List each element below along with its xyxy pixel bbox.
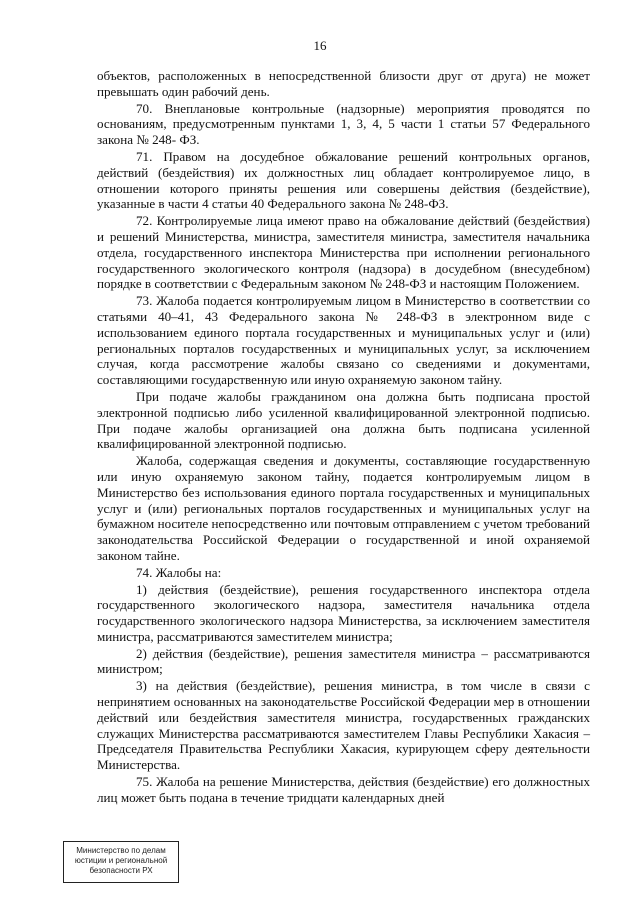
- paragraph-73: 73. Жалоба подается контролируемым лицом в Министерство в соответствии со статьями 40–41, 43 Федерального закона № 248-ФЗ в электронном виде с использованием единого портала государственных и муниципальных услуг и (или) региональных порталов государственных и муниципальных услуг, за исключением случая, когда рассмотрение жалобы связано со сведениями и документами, составляющими государственную или иную охраняемую законом тайну.: [97, 293, 590, 388]
- paragraph-75: 75. Жалоба на решение Министерства, действия (бездействие) его должностных лиц может быть подана в течение тридцати календарных дней: [97, 774, 590, 805]
- stamp-line-2: юстиции и региональной: [74, 856, 168, 865]
- paragraph-70: 70. Внеплановые контрольные (надзорные) мероприятия проводятся по основаниям, предусмотренным пунктами 1, 3, 4, 5 части 1 статьи 57 Федерального закона № 248- ФЗ.: [97, 100, 590, 148]
- paragraph-74: 74. Жалобы на:: [136, 564, 222, 580]
- registration-stamp: [63, 841, 179, 883]
- paragraph-continuation: объектов, расположенных в непосредственной близости друг от друга) не может превышать один рабочий день.: [97, 68, 590, 99]
- paragraph-71: 71. Правом на досудебное обжалование решений контрольных органов, действий (бездействия) их должностных лиц обладает контролируемое лицо, в отношении которого приняты решения или совершены действия (бездействие), указанные в части 4 статьи 40 Федерального закона № 248-ФЗ.: [97, 148, 590, 212]
- stamp-line-3: безопасности РХ: [89, 866, 153, 875]
- paragraph-secret-complaint: Жалоба, содержащая сведения и документы, составляющие государственную или иную охраняемую законом тайну, подается контролируемым лицом в Министерство без использования единого портала государственных и муниципальных услуг и (или) региональных порталов государственных и муниципальных услуг на бумажном носителе непосредственно или почтовым отправлением с учетом требований законодательства Российской Федерации о государственной и иной охраняемой законом тайне.: [97, 453, 590, 563]
- paragraph-74-item-2: 2) действия (бездействие), решения заместителя министра – рассматриваются министром;: [97, 645, 590, 677]
- stamp-line-1: Министерство по делам: [76, 846, 166, 855]
- page-number: 16: [313, 38, 327, 53]
- paragraph-74-item-1: 1) действия (бездействие), решения государственного инспектора отдела государственного экологического надзора, заместителя начальника отдела государственного экологического надзора Министерства, за исключением заместителя министра, рассматриваются заместителем министра;: [97, 581, 590, 644]
- paragraph-72: 72. Контролируемые лица имеют право на обжалование действий (бездействия) и решений Министерства, министра, заместителя министра, заместителя начальника отдела, государственного инспектора Министерства при исполнении регионального государственного экологического контроля (надзора) в досудебном (внесудебном) порядке в соответствии с Федеральным законом № 248-ФЗ и настоящим Положением.: [97, 213, 590, 292]
- paragraph-signature: При подаче жалобы гражданином она должна быть подписана простой электронной подписью либо усиленной квалифицированной электронной подписью. При подаче жалобы организацией она должна быть подписана усиленной квалифицированной электронной подписью.: [97, 388, 590, 452]
- paragraph-74-item-3: 3) на действия (бездействие), решения министра, в том числе в связи с непринятием основанных на законодательстве Российской Федерации мер в отношении действий или бездействия заместителя министра, государственных гражданских служащих Министерства рассматриваются заместителем Главы Республики Хакасия – Председателя Правительства Республики Хакасия, курирующем сферу деятельности Министерства.: [97, 678, 590, 773]
- document-body: [97, 68, 590, 806]
